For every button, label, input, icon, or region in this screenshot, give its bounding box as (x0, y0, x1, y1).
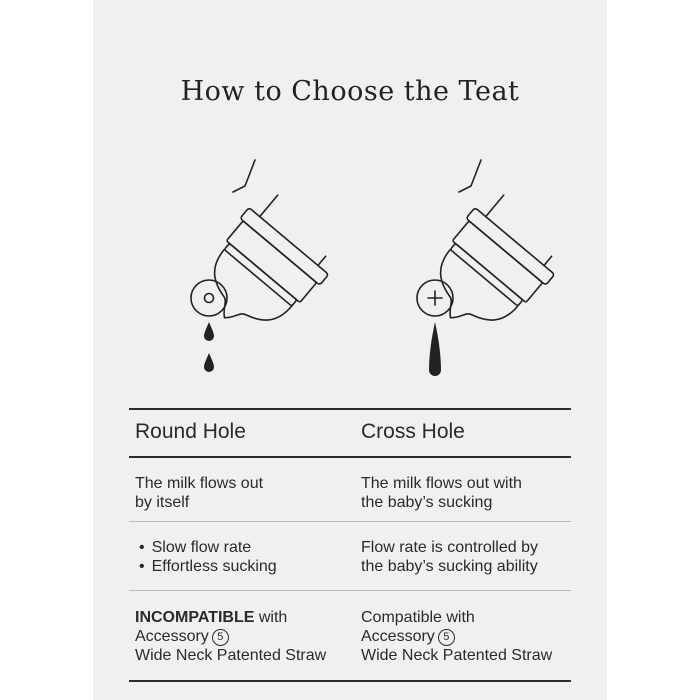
list-item: • Slow flow rate (135, 538, 350, 557)
page-title: How to Choose the Teat (180, 76, 520, 107)
cross-hole-heading: Cross Hole (361, 420, 465, 443)
round-hole-flow-text: The milk flows out by itself (135, 475, 264, 511)
guide-panel (93, 0, 607, 700)
cross-hole-features: Flow rate is controlled by the baby’s sucking ability (361, 539, 538, 575)
cross-hole-compatibility: Compatible with Accessory 5 Wide Neck Patented Straw (361, 609, 553, 664)
incompatible-label: INCOMPATIBLE (135, 609, 255, 626)
round-hole-features (135, 538, 350, 576)
table-top-rule (129, 408, 571, 410)
accessory-number-badge: 5 (212, 629, 229, 646)
accessory-number-badge: 5 (438, 629, 455, 646)
row-divider (129, 590, 571, 591)
round-hole-teat-icon (173, 150, 353, 390)
round-hole-heading: Round Hole (135, 420, 246, 443)
cross-hole-teat-icon (399, 150, 579, 390)
round-hole-compatibility: INCOMPATIBLE with Accessory 5 Wide Neck Patented Straw (135, 609, 327, 664)
header-rule (129, 456, 571, 458)
list-item: • Effortless sucking (135, 557, 350, 576)
cross-hole-flow-text: The milk flows out with the baby’s sucking (361, 475, 522, 511)
table-bottom-rule (129, 680, 571, 682)
row-divider (129, 521, 571, 522)
